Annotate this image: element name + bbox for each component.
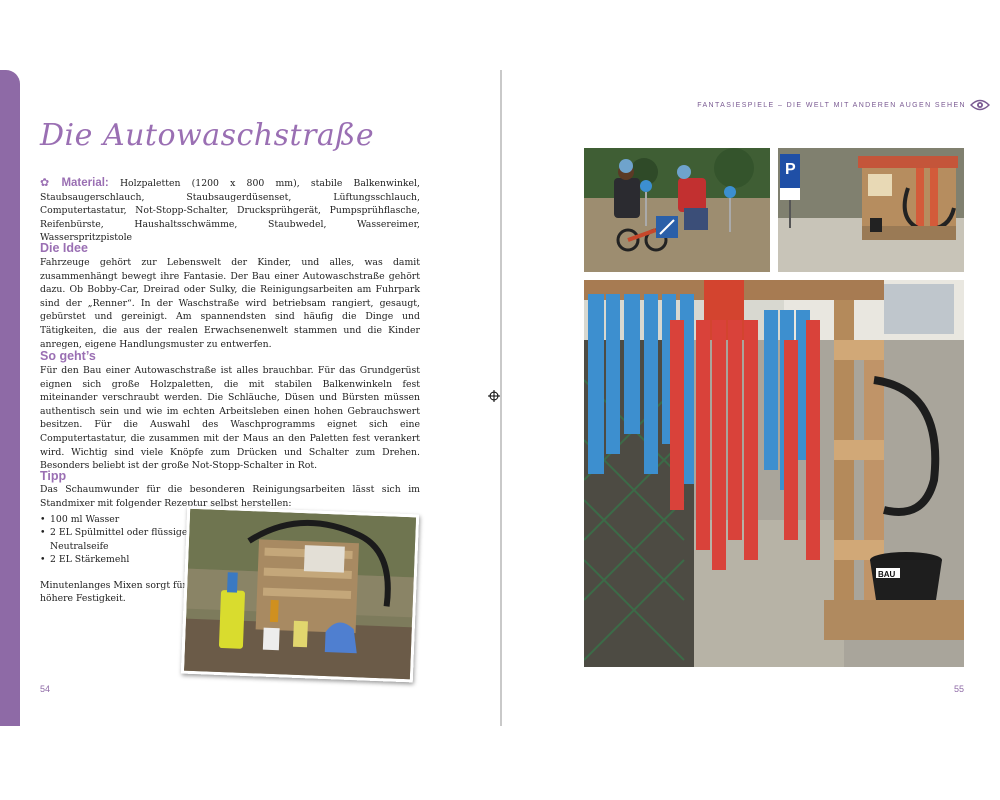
book-spread — [0, 70, 1000, 726]
page-number-left: 54 — [40, 684, 51, 694]
left-page — [0, 70, 500, 726]
tipp-heading: Tipp — [40, 469, 67, 483]
kids-bikes-photo — [584, 148, 770, 272]
sogehts-text: Für den Bau einer Autowaschstraße ist alles brauchbar. Für das Grundgerüst eignen sich große Holzpaletten, die mit stabilen Balkenwinkeln fest miteinander verschraubt werden. Die Schläuche, Düsen und Bürsten müssen authentisch sein und wie im echten Arbeitsleben einen hohen Gebrauchswert besitzen. Für die Auswahl des Waschprogramms eignet sich eine Computertastatur, die zusammen mit der Maus an den Paletten fest verankert wird. Wichtig sind viele Knöpfe zum Drücken und Schalter zum Drehen. Besonders beliebt ist der große Not-Stopp-Schalter in Rot. — [40, 365, 420, 472]
material-text: Holzpaletten (1200 x 800 mm), stabile Balkenwinkel, Staubsaugerschlauch, Staubsaugerdüsenset, Lüftungsschlauch, Computertastatur, Not-Stopp-Schalter, Drucksprühgerät, Pumpsprühflasche, Reifenbürste, Haushaltsschwämme, Staubwedel, Wassereimer, Wasserspritzpistole — [40, 178, 420, 244]
list-item: • 100 ml Wasser — [40, 513, 190, 526]
material-paragraph — [40, 176, 420, 245]
idee-text: Fahrzeuge gehört zur Lebenswelt der Kinder, und alles, was damit zusammenhängt bewegt ihre Fantasie. Der Bau einer Autowaschstraße gehört dazu. Ob Bobby-Car, Dreirad oder Sulky, die Reinigungsarbeiten am Fuhrpark sind der „Renner“. In der Waschstraße wird betriebsam rangiert, gesaugt, gebürstet und gereinigt. Am spannendsten sind häufig die Dinge und Tätigkeiten, die aus der realen Erwachsenenwelt stammen und die Kinder anregen, eigene Handlungsmuster zu entwerfen. — [40, 257, 420, 350]
tipp-text: Das Schaumwunder für die besonderen Reinigungsarbeiten lässt sich im Standmixer mit folgender Rezeptur selbst herstellen: — [40, 484, 420, 509]
purple-edge-band — [0, 70, 20, 726]
material-label: Material: — [61, 177, 109, 189]
running-head: FANTASIESPIELE – DIE WELT MIT ANDEREN AUGEN SEHEN — [697, 102, 966, 109]
recipe-list — [40, 513, 190, 567]
page-title: Die Autowaschstraße — [40, 118, 375, 153]
recipe-note: Minutenlanges Mixen sorgt für höhere Festigkeit. — [40, 579, 187, 605]
flower-icon: ✿ — [40, 176, 58, 189]
carwash-strips-photo — [584, 280, 964, 667]
bucket-label: BAU — [878, 570, 896, 579]
supplies-photo — [181, 506, 419, 683]
right-page — [502, 70, 1000, 726]
carwash-stand-photo — [778, 148, 964, 272]
sogehts-heading: So geht’s — [40, 349, 96, 363]
idee-heading: Die Idee — [40, 241, 88, 255]
page-number-right: 55 — [954, 684, 965, 694]
parking-sign-letter: P — [785, 161, 796, 178]
eye-icon — [970, 98, 990, 112]
list-item: • 2 EL Stärkemehl — [40, 553, 190, 566]
list-item: • 2 EL Spülmittel oder flüssige Neutralseife — [40, 526, 190, 553]
recipe-block — [40, 513, 190, 605]
